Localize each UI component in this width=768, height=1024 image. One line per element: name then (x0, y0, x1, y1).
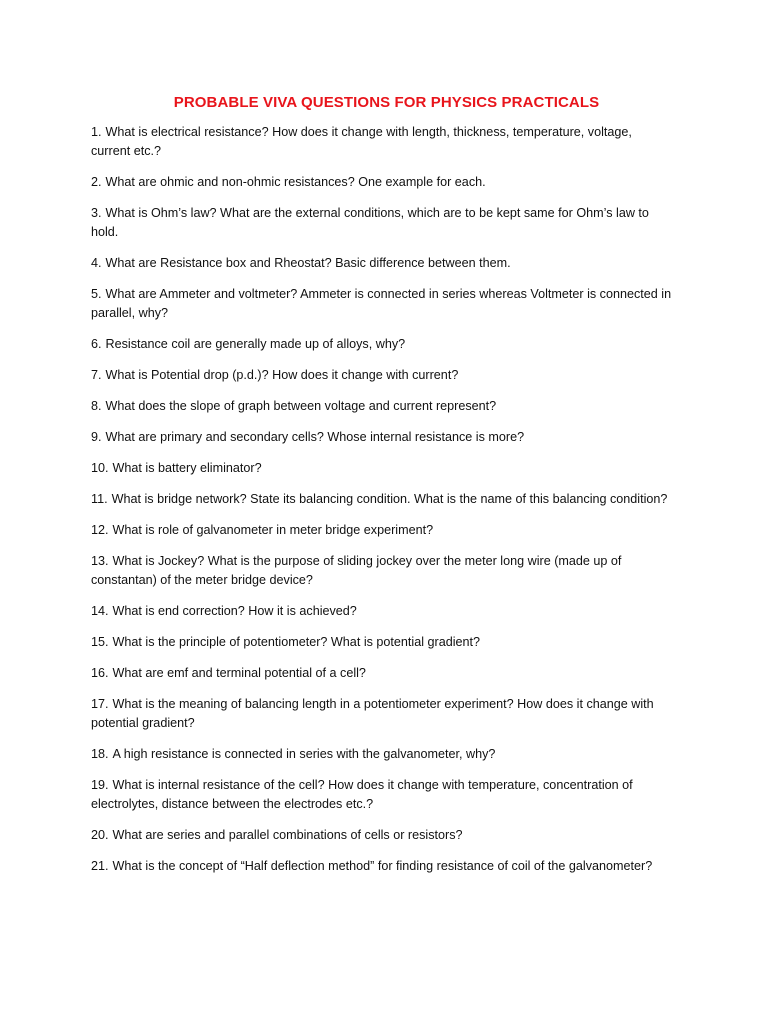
question-number: 18. (91, 747, 109, 761)
question-number: 14. (91, 604, 109, 618)
question-list (91, 123, 672, 876)
question-number: 21. (91, 859, 109, 873)
question-text: A high resistance is connected in series with the galvanometer, why? (112, 747, 496, 761)
question-text: What is role of galvanometer in meter bridge experiment? (112, 523, 434, 537)
question-text: What are series and parallel combinations of cells or resistors? (112, 828, 463, 842)
question-number: 3. (91, 206, 102, 220)
question-text: What is the meaning of balancing length in a potentiometer experiment? How does it change with potential gradient? (91, 697, 654, 730)
question-number: 6. (91, 337, 102, 351)
question-text: What are emf and terminal potential of a cell? (112, 666, 366, 680)
list-item (91, 695, 672, 733)
question-text: What are ohmic and non-ohmic resistances? One example for each. (105, 175, 486, 189)
list-item (91, 776, 672, 814)
question-number: 5. (91, 287, 102, 301)
question-number: 2. (91, 175, 102, 189)
question-text: What is the principle of potentiometer? What is potential gradient? (112, 635, 481, 649)
question-text: What is bridge network? State its balancing condition. What is the name of this balancing condition? (111, 492, 668, 506)
question-text: What are primary and secondary cells? Whose internal resistance is more? (105, 430, 525, 444)
list-item (91, 285, 672, 323)
question-text: What is electrical resistance? How does it change with length, thickness, temperature, voltage, current etc.? (91, 125, 632, 158)
list-item (91, 397, 672, 416)
list-item (91, 428, 672, 447)
question-text: What is Ohm’s law? What are the external conditions, which are to be kept same for Ohm’s law to hold. (91, 206, 649, 239)
question-text: What does the slope of graph between voltage and current represent? (105, 399, 497, 413)
question-number: 11. (91, 492, 108, 506)
page-title: PROBABLE VIVA QUESTIONS FOR PHYSICS PRACTICALS (173, 94, 600, 111)
question-number: 15. (91, 635, 109, 649)
list-item (91, 826, 672, 845)
question-number: 17. (91, 697, 109, 711)
list-item (91, 521, 672, 540)
list-item (91, 552, 672, 590)
question-text: What are Ammeter and voltmeter? Ammeter is connected in series whereas Voltmeter is connected in parallel, why? (91, 287, 672, 320)
question-number: 16. (91, 666, 109, 680)
question-number: 12. (91, 523, 109, 537)
question-number: 1. (91, 125, 102, 139)
question-number: 13. (91, 554, 109, 568)
list-item (91, 173, 672, 192)
list-item (91, 366, 672, 385)
list-item (91, 633, 672, 652)
list-item (91, 490, 672, 509)
question-number: 20. (91, 828, 109, 842)
question-text: What is end correction? How it is achieved? (112, 604, 357, 618)
question-text: What is the concept of “Half deflection method” for finding resistance of coil of the galvanometer? (112, 859, 653, 873)
list-item (91, 123, 672, 161)
question-number: 10. (91, 461, 109, 475)
list-item (91, 745, 672, 764)
question-text: What is battery eliminator? (112, 461, 262, 475)
question-text: What is internal resistance of the cell? How does it change with temperature, concentration of electrolytes, distance between the electrodes etc.? (91, 778, 633, 811)
list-item (91, 204, 672, 242)
question-number: 9. (91, 430, 102, 444)
question-number: 4. (91, 256, 102, 270)
question-number: 19. (91, 778, 109, 792)
list-item (91, 335, 672, 354)
list-item (91, 459, 672, 478)
question-text: Resistance coil are generally made up of alloys, why? (105, 337, 406, 351)
list-item (91, 664, 672, 683)
question-number: 8. (91, 399, 102, 413)
list-item (91, 602, 672, 621)
list-item (91, 254, 672, 273)
question-number: 7. (91, 368, 102, 382)
question-text: What is Potential drop (p.d.)? How does it change with current? (105, 368, 459, 382)
question-text: What is Jockey? What is the purpose of sliding jockey over the meter long wire (made up of constantan) of the meter bridge device? (91, 554, 622, 587)
list-item (91, 857, 672, 876)
question-text: What are Resistance box and Rheostat? Basic difference between them. (105, 256, 511, 270)
